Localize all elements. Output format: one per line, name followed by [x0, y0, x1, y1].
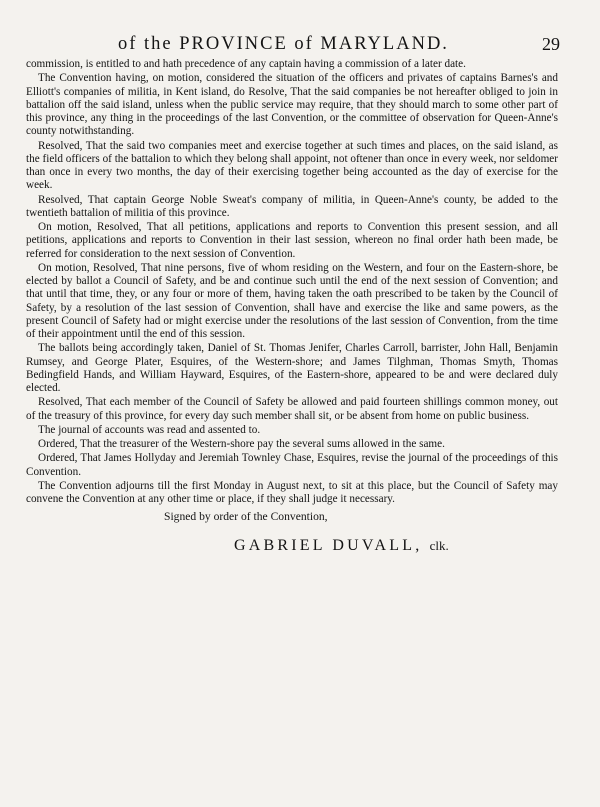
paragraph: The Convention having, on motion, considered the situation of the officers and privates of captains Barnes's and Elliott's companies of militia, in Kent island, do Resolve, That the said companies be not hereafter obliged to join in battalion off the said island, unless when the public service may require, that they should march to some other part of this province, any thing in the proceedings of the last Convention, or the committee of observation for Queen-Anne's county notwithstanding.: [26, 72, 558, 138]
paragraph: commission, is entitled to and hath precedence of any captain having a commission of a later date.: [26, 58, 466, 70]
paragraph: The Convention adjourns till the first Monday in August next, to sit at this place, but the Council of Safety may convene the Convention at any other time or place, if they shall judge it necessary.: [26, 479, 558, 505]
signatory-name: GABRIEL DUVALL,: [234, 537, 423, 555]
signatory-title: clk.: [429, 538, 449, 554]
body-text: [26, 58, 558, 506]
paragraph: The ballots being accordingly taken, Daniel of St. Thomas Jenifer, Charles Carroll, barrister, John Hall, Benjamin Rumsey, and George Plater, Esquires, of the Western-shore; and James Tilghman, Thomas Smyth, Thomas Bedingfield Hands, and William Hayward, Esquires, of the Eastern-shore, appeared to be and were declared duly elected.: [26, 342, 558, 394]
paragraph: On motion, Resolved, That nine persons, five of whom residing on the Western, and four on the Eastern-shore, be elected by ballot a Council of Safety, and be and continue such until the end of the next session of Convention; and that until that time, they, or any four or more of them, having taken the oath prescribed to be taken by the Council of Safety, by a resolution of the last session of Convention, shall have and exercise the like and same powers, as the present Council of Safety had or might exercise under the resolutions of the last session of Convention, from the time of their appointment until the end of this session.: [26, 261, 558, 340]
page-number: 29: [542, 34, 560, 54]
paragraph: Resolved, That the said two companies meet and exercise together at such times and places, on the said island, as the field officers of the battalion to which they belong shall appoint, not oftener than once in every week, nor seldomer than once in every two months, the day of their exercising together being accounted as the day of exercise for the week.: [26, 139, 558, 192]
page-header: [26, 0, 558, 58]
paragraph: Ordered, That the treasurer of the Western-shore pay the several sums allowed in the same.: [38, 438, 445, 450]
running-head: of the PROVINCE of MARYLAND.: [118, 34, 449, 54]
signoff-line: Signed by order of the Convention,: [164, 510, 328, 524]
paragraph: The journal of accounts was read and assented to.: [38, 423, 261, 436]
paragraph: Resolved, That captain George Noble Sweat's company of militia, in Queen-Anne's county, be added to the twentieth battalion of militia of this province.: [26, 193, 558, 219]
paragraph: On motion, Resolved, That all petitions, applications and reports to Convention this present session, and all petitions, applications and reports to Convention in their last session, whereon no final order hath been made, be referred for consideration to the next session of Convention.: [26, 221, 558, 260]
signature: [26, 537, 558, 555]
paragraph: Resolved, That each member of the Council of Safety be allowed and paid fourteen shillings common money, out of the treasury of this province, for every day such member shall sit, or be absent from home on public business.: [26, 396, 558, 422]
paragraph: Ordered, That James Hollyday and Jeremiah Townley Chase, Esquires, revise the journal of the proceedings of this Convention.: [26, 452, 558, 478]
